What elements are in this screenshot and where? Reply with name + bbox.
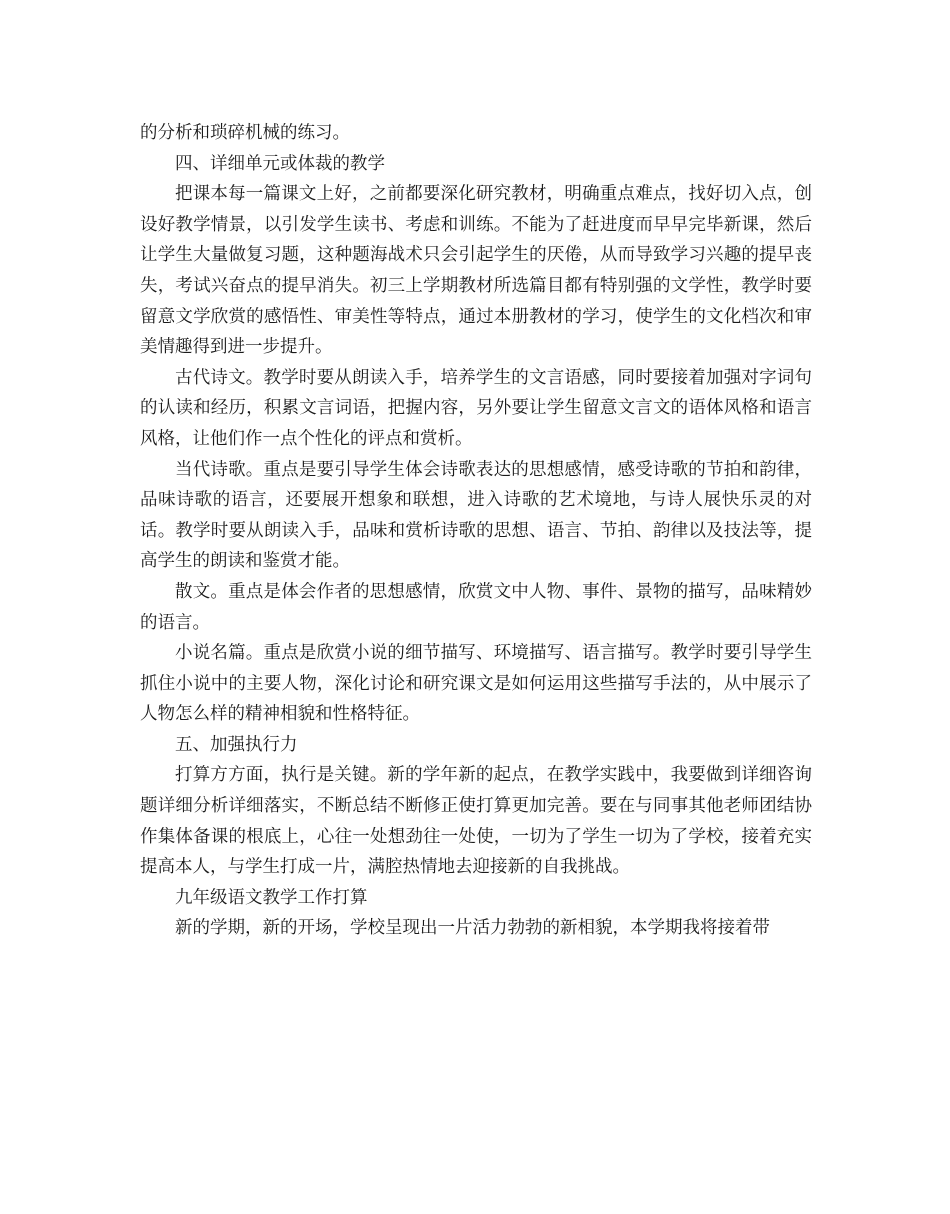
body-paragraph: 小说名篇。重点是欣赏小说的细节描写、环境描写、语言描写。教学时要引导学生抓住小说中的主要人物，深化讨论和研究课文是如何运用这些描写手法的，从中展示了人物怎么样的精神相貌和性格特征。 [140,643,812,725]
body-paragraph: 当代诗歌。重点是要引导学生体会诗歌表达的思想感情，感受诗歌的节拍和韵律，品味诗歌的语言，还要展开想象和联想，进入诗歌的艺术境地，与诗人展快乐灵的对话。教学时要从朗读入手，品味和赏析诗歌的思想、语言、节拍、韵律以及技法等，提高学生的朗读和鉴赏才能。 [140,459,812,572]
body-paragraph: 打算方方面，执行是关键。新的学年新的起点，在教学实践中，我要做到详细咨询题详细分析详细落实，不断总结不断修正使打算更加完善。要在与同事其他老师团结协作集体备课的根底上，心往一处想劲往一处使，一切为了学生一切为了学校，接着充实提高本人，与学生打成一片，满腔热情地去迎接新的自我挑战。 [140,765,812,878]
document-body [140,118,812,944]
section-heading-5: 五、加强执行力 [175,734,298,755]
body-paragraph: 新的学期，新的开场，学校呈现出一片活力勃勃的新相貌，本学期我将接着带 [175,918,770,939]
continuation-paragraph: 的分析和琐碎机械的练习。 [140,123,350,143]
section-heading-4: 四、详细单元或体裁的教学 [175,153,385,174]
document-subtitle: 九年级语文教学工作打算 [175,887,368,908]
body-paragraph: 把课本每一篇课文上好，之前都要深化研究教材，明确重点难点，找好切入点，创设好教学情景，以引发学生读书、考虑和训练。不能为了赶进度而早早完毕新课，然后让学生大量做复习题，这种题海战术只会引起学生的厌倦，从而导致学习兴趣的提早丧失，考试兴奋点的提早消失。初三上学期教材所选篇目都有特别强的文学性，教学时要留意文学欣赏的感悟性、审美性等特点，通过本册教材的学习，使学生的文化档次和审美情趣得到进一步提升。 [140,184,812,358]
body-paragraph: 散文。重点是体会作者的思想感情，欣赏文中人物、事件、景物的描写，品味精妙的语言。 [140,581,812,633]
body-paragraph: 古代诗文。教学时要从朗读入手，培养学生的文言语感，同时要接着加强对字词句的认读和经历，积累文言词语，把握内容，另外要让学生留意文言文的语体风格和语言风格，让他们作一点个性化的评点和赏析。 [140,367,812,449]
